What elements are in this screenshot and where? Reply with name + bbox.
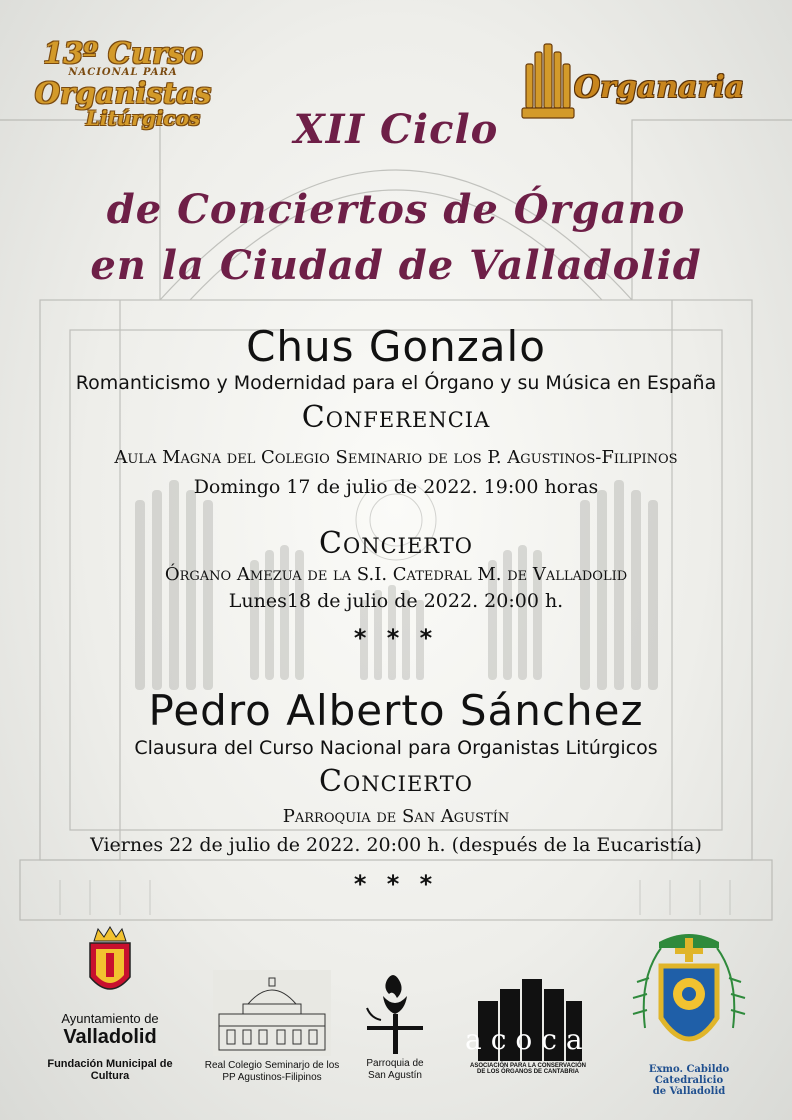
curso-line4: Litúrgicos <box>85 106 201 130</box>
title-line1: XII Ciclo <box>293 106 499 153</box>
acoca-letters: acoca <box>465 1023 592 1056</box>
concert-2-heading: Concierto <box>319 764 473 799</box>
conference-date: Domingo 17 de julio de 2022. 19:00 horas <box>193 476 599 498</box>
organaria-name: Organaria <box>574 70 745 105</box>
acoca-line1: ASOCIACIÓN PARA LA CONSERVACIÓN <box>470 1063 586 1069</box>
ayuntamiento-logo <box>30 925 190 1082</box>
colegio-building-engraving-icon <box>213 970 331 1056</box>
concert-2-venue: Parroquia de San Agustín <box>282 806 510 827</box>
performer-2-subtitle: Clausura del Curso Nacional para Organistas Litúrgicos <box>134 737 658 759</box>
conference-heading: Conferencia <box>301 400 491 435</box>
title-line2: de Conciertos de Órgano <box>106 186 686 233</box>
curso-line3: Organistas <box>34 76 212 110</box>
separator-2: * * * <box>353 870 439 898</box>
acoca-logo <box>465 975 591 1075</box>
concert-1-date: Lunes18 de julio de 2022. 20:00 h. <box>228 590 564 612</box>
cabildo-line1: Exmo. Cabildo Catedralicio <box>648 1064 730 1086</box>
heart-cross-icon <box>353 970 437 1056</box>
ayuntamiento-line3: Fundación Municipal de Cultura <box>47 1058 173 1082</box>
concert-1-heading: Concierto <box>319 526 473 561</box>
ayuntamiento-line1: Ayuntamiento de <box>61 1011 159 1026</box>
cabildo-line2: de Valladolid <box>652 1086 726 1097</box>
performer-1: Chus Gonzalo <box>246 322 546 371</box>
ayuntamiento-line2: Valladolid <box>63 1026 157 1048</box>
parroquia-logo <box>340 970 450 1082</box>
colegio-line1: Real Colegio Seminarjo de los <box>204 1060 340 1071</box>
conference-venue: Aula Magna del Colegio Seminario de los P. Agustinos-Filipinos <box>114 447 678 468</box>
cabildo-logo <box>618 928 760 1097</box>
concert-1-venue: Órgano Amezua de la S.I. Catedral M. de Valladolid <box>164 564 628 585</box>
valladolid-coat-of-arms-icon <box>82 925 138 1005</box>
acoca-line2: DE LOS ÓRGANOS DE CANTABRIA <box>477 1069 579 1075</box>
separator-1: * * * <box>353 624 439 652</box>
episcopal-coat-of-arms-icon <box>619 928 759 1062</box>
parroquia-line2: San Agustín <box>368 1070 422 1081</box>
curso-line2: NACIONAL PARA <box>68 67 178 78</box>
title-line3: en la Ciudad de Valladolid <box>90 242 702 289</box>
curso-line1: 13º Curso <box>42 36 204 70</box>
parroquia-line1: Parroquia de <box>366 1058 424 1069</box>
colegio-line2: PP Agustinos-Filipinos <box>222 1072 322 1083</box>
colegio-seminario-logo <box>198 970 346 1084</box>
concert-2-date: Viernes 22 de julio de 2022. 20:00 h. (después de la Eucaristía) <box>90 834 702 856</box>
performer-1-subtitle: Romanticismo y Modernidad para el Órgano y su Música en España <box>75 372 717 394</box>
performer-2: Pedro Alberto Sánchez <box>148 686 644 735</box>
